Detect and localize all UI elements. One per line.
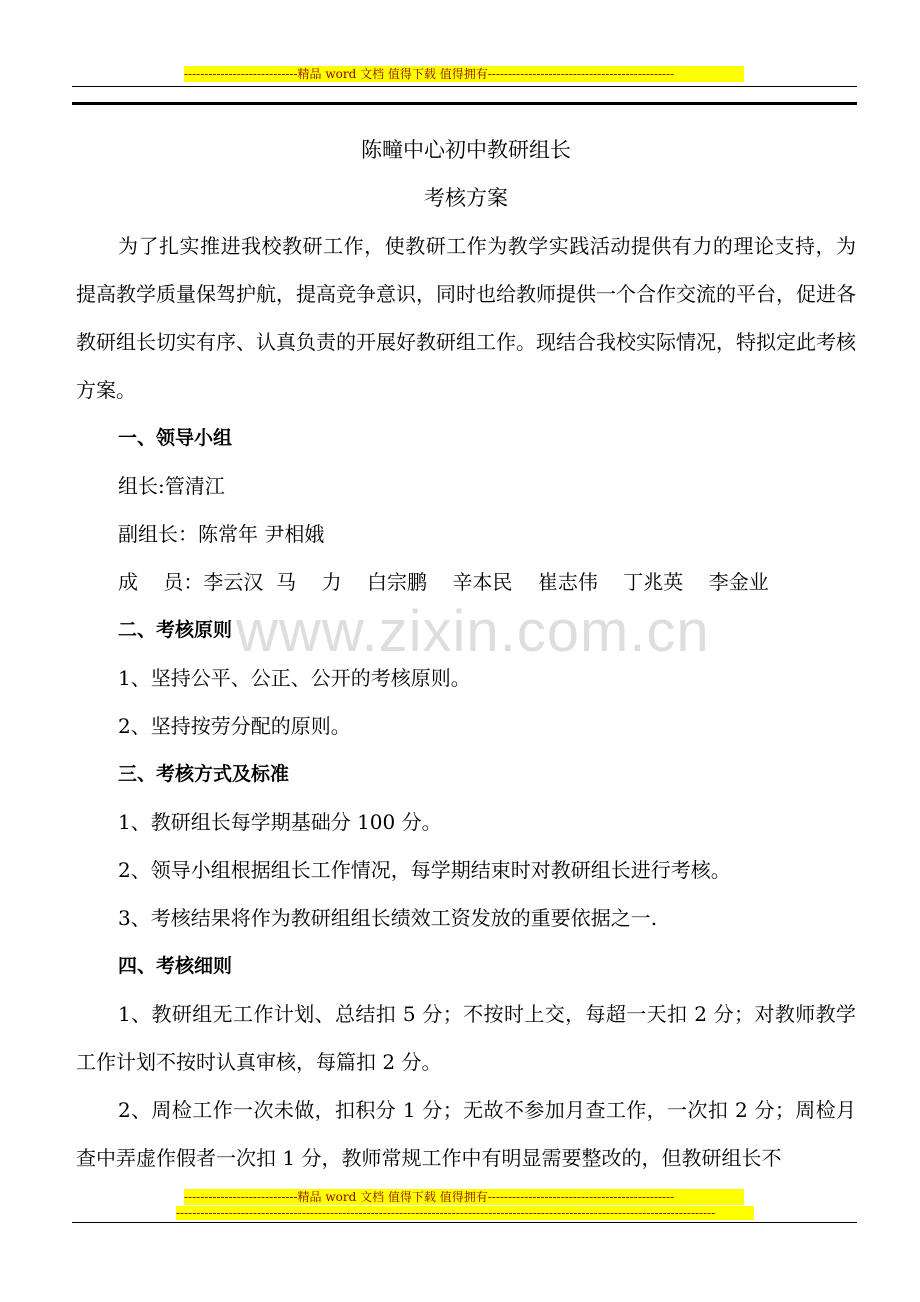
- rule-item: 2、周检工作一次未做，扣积分 1 分；无故不参加月查工作，一次扣 2 分；周检月查中弄虚作假者一次扣 1 分，教师常规工作中有明显需要整改的，但教研组长不: [76, 1098, 856, 1170]
- section-heading-principles: 二、考核原则: [118, 619, 233, 641]
- footer-dash-banner: -------------------------------------------------------------------------------------------------------------------------------------: [176, 1206, 754, 1220]
- document-subtitle: 考核方案: [424, 186, 508, 210]
- header-rule-thick: [72, 102, 857, 105]
- footer-rule: [72, 1222, 857, 1223]
- method-item: 3、考核结果将作为教研组组长绩效工资发放的重要依据之一.: [118, 906, 658, 930]
- section-heading-leadership: 一、领导小组: [118, 427, 233, 449]
- section-heading-rules: 四、考核细则: [118, 955, 233, 977]
- section-heading-method: 三、考核方式及标准: [118, 763, 290, 785]
- leader-line: 组长:管清江: [118, 474, 225, 498]
- intro-paragraph: 为了扎实推进我校教研工作，使教研工作为教学实践活动提供有力的理论支持，为提高教学质量保驾护航，提高竞争意识，同时也给教师提供一个合作交流的平台，促进各教研组长切实有序、认真负责的开展好教研组工作。现结合我校实际情况，特拟定此考核方案。: [76, 234, 856, 402]
- principle-item: 2、坚持按劳分配的原则。: [118, 714, 351, 738]
- rule-item: 1、教研组无工作计划、总结扣 5 分；不按时上交，每超一天扣 2 分；对教师教学工作计划不按时认真审核，每篇扣 2 分。: [76, 1002, 856, 1074]
- footer-banner: ----------------------------精品 word 文档 值得下载 值得拥有----------------------------------------------: [184, 1189, 744, 1205]
- header-banner: ----------------------------精品 word 文档 值得下载 值得拥有----------------------------------------------: [184, 66, 744, 82]
- method-item: 2、领导小组根据组长工作情况，每学期结束时对教研组长进行考核。: [118, 858, 731, 882]
- document-title: 陈疃中心初中教研组长: [361, 138, 571, 162]
- document-body: [76, 126, 856, 1182]
- deputy-line: 副组长：陈常年 尹相娥: [118, 522, 325, 546]
- method-item: 1、教研组长每学期基础分 100 分。: [118, 810, 442, 834]
- watermark: www.zixin.com.cn: [236, 599, 710, 664]
- members-line: 成 员：李云汉 马 力 白宗鹏 辛本民 崔志伟 丁兆英 李金业: [118, 570, 769, 594]
- header-rule-thin: [72, 86, 857, 87]
- principle-item: 1、坚持公平、公正、公开的考核原则。: [118, 666, 471, 690]
